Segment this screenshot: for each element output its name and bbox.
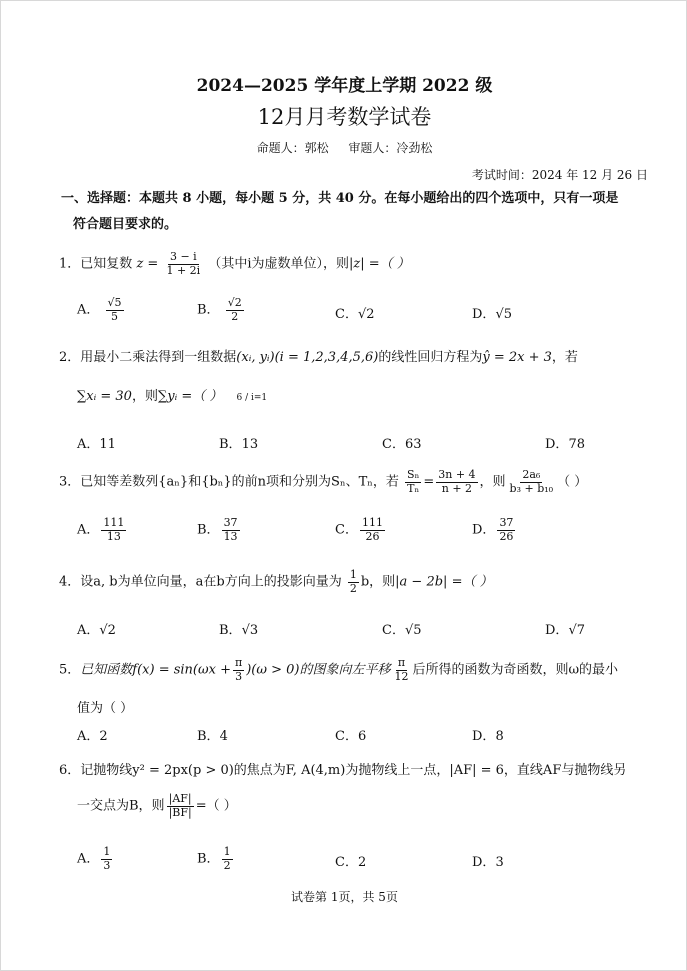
option-label: B． — [197, 729, 220, 744]
q-text: =（ ） — [195, 798, 237, 814]
frac-num: 3n + 4 — [438, 468, 476, 481]
option-value: 2 — [357, 855, 367, 870]
option-c — [335, 517, 387, 543]
option-d — [545, 619, 585, 638]
sum-top: 6 — [236, 393, 243, 403]
question-1 — [59, 251, 410, 277]
q-text: （其中i为虚数单位），则 — [208, 256, 349, 272]
frac-den: 2 — [223, 858, 231, 872]
option-value: √2 — [99, 623, 116, 638]
question-5-cont: 值为（ ） — [77, 701, 134, 716]
frac-den: 12 — [394, 669, 409, 683]
question-5 — [59, 657, 618, 683]
question-6 — [59, 759, 626, 778]
option-label: A． — [77, 302, 100, 318]
option-label: A． — [77, 522, 100, 538]
exam-authors — [1, 139, 687, 156]
exam-title-line2: 12月月考数学试卷 — [257, 105, 432, 129]
math: )(ω > 0)的图象向左平移 — [246, 662, 391, 678]
q-text: 的线性回归方程为 — [378, 350, 483, 365]
option-value: 6 — [357, 729, 367, 744]
option-label: D． — [472, 522, 496, 538]
section-heading: 一、选择题：本题共 8 小题，每小题 5 分，共 40 分。在每小题给出的四个选项中，只有一项是 — [61, 191, 619, 206]
frac-den: 2 — [231, 309, 239, 323]
math: = — [423, 474, 435, 490]
frac-num: 37 — [223, 516, 238, 529]
frac-den: 26 — [365, 529, 380, 543]
q-text: 后所得的函数为奇函数，则ω的最小 — [412, 662, 619, 678]
option-value: √3 — [241, 623, 259, 638]
frac-den: 1 + 2i — [166, 263, 201, 277]
fraction — [392, 657, 410, 683]
frac-den: n + 2 — [441, 481, 473, 495]
frac-den: 13 — [223, 529, 238, 543]
fraction — [222, 846, 233, 872]
option-label: A． — [77, 851, 100, 867]
fraction — [167, 793, 194, 819]
frac-num: 37 — [499, 516, 514, 529]
option-b — [219, 433, 258, 452]
frac-num: √5 — [107, 296, 122, 309]
option-a — [77, 297, 126, 323]
option-b — [197, 725, 228, 744]
math: ∑xᵢ = 30 — [77, 389, 132, 404]
fraction — [106, 297, 124, 323]
q-text: 用最小二乘法得到一组数据 — [80, 350, 237, 365]
q-text: b，则 — [360, 574, 396, 590]
option-label: C． — [335, 855, 358, 870]
option-value: 4 — [219, 729, 228, 744]
question-number: 3． — [59, 474, 81, 490]
option-label: D． — [545, 623, 569, 638]
exam-title-line1: 2024—2025 学年度上学期 2022 级 — [196, 76, 493, 96]
frac-num: 111 — [361, 516, 383, 529]
fraction — [436, 469, 477, 495]
option-a — [77, 517, 128, 543]
fraction — [508, 469, 556, 495]
question-3 — [59, 469, 587, 495]
option-value: √5 — [495, 307, 512, 322]
fraction — [101, 846, 112, 872]
option-d — [545, 433, 585, 452]
option-c — [335, 303, 375, 322]
frac-num: 111 — [103, 516, 125, 529]
option-label: B． — [219, 623, 242, 638]
option-value: √5 — [404, 623, 422, 638]
frac-den: 5 — [111, 309, 119, 323]
exam-time: 考试时间：2024 年 12 月 26 日 — [471, 168, 648, 182]
question-4 — [59, 569, 493, 595]
question-number: 1． — [59, 256, 81, 272]
fraction — [164, 251, 202, 277]
question-number: 5． — [59, 662, 81, 678]
option-b — [197, 846, 235, 872]
fraction — [360, 517, 385, 543]
setter: 命题人：郭松 — [256, 141, 329, 155]
q-text: 记抛物线y² = 2px(p > 0)的焦点为F, A(4,m)为抛物线上一点，|AF| = 6，直线AF与抛物线另 — [80, 763, 627, 778]
option-label: D． — [545, 437, 569, 452]
option-value: √2 — [357, 307, 375, 322]
option-d — [472, 517, 517, 543]
option-value: 13 — [241, 437, 259, 452]
option-label: C． — [382, 623, 405, 638]
fraction — [226, 297, 244, 323]
frac-den: 3 — [103, 858, 111, 872]
question-2-cont — [77, 385, 267, 404]
option-a — [77, 725, 108, 744]
option-value: 11 — [99, 437, 116, 452]
fraction — [497, 517, 515, 543]
frac-num: π — [397, 656, 406, 669]
option-d — [472, 303, 512, 322]
option-c — [335, 725, 366, 744]
frac-den: b₃ + b₁₀ — [509, 481, 554, 495]
option-label: D． — [472, 307, 496, 322]
option-c — [382, 619, 422, 638]
fraction — [101, 517, 126, 543]
q-text: ，则 — [131, 389, 158, 404]
fraction — [348, 569, 359, 595]
option-a — [77, 433, 116, 452]
option-a — [77, 619, 116, 638]
option-label: C． — [382, 437, 405, 452]
frac-num: |AF| — [168, 792, 192, 805]
option-a — [77, 846, 114, 872]
option-label: B． — [219, 437, 242, 452]
option-label: B． — [197, 851, 220, 867]
math: (xᵢ, yᵢ)(i = 1,2,3,4,5,6) — [236, 350, 379, 365]
frac-den: Tₙ — [407, 481, 420, 495]
option-label: C． — [335, 729, 358, 744]
reviewer: 审题人：冷劲松 — [348, 141, 433, 155]
math: |a − 2b| =（ ） — [395, 574, 493, 590]
question-number: 2． — [59, 350, 81, 365]
math: |z| =（ ） — [349, 256, 410, 272]
frac-den: 3 — [235, 669, 243, 683]
option-label: D． — [472, 855, 496, 870]
q-text: 已知等差数列{aₙ}和{bₙ}的前n项和分别为Sₙ、Tₙ，若 — [80, 474, 399, 490]
fraction — [233, 657, 244, 683]
option-label: B． — [197, 302, 220, 318]
math: ∑yᵢ =（ ） — [157, 389, 223, 404]
q-text: ，则 — [479, 474, 506, 490]
q-text: ，若 — [551, 350, 578, 365]
frac-num: 2a₆ — [522, 468, 541, 481]
math: 已知函数f(x) = sin(ωx + — [80, 662, 231, 678]
option-value: 3 — [495, 855, 504, 870]
frac-den: 13 — [106, 529, 121, 543]
q-text: 设a, b为单位向量，a在b方向上的投影向量为 — [80, 574, 342, 590]
question-number: 4． — [59, 574, 81, 590]
frac-num: π — [234, 656, 243, 669]
option-label: C． — [335, 522, 358, 538]
option-d — [472, 851, 504, 870]
option-d — [472, 725, 504, 744]
frac-den: 26 — [499, 529, 514, 543]
math: z = — [136, 256, 159, 272]
option-b — [197, 517, 242, 543]
q-text: 一交点为B，则 — [77, 798, 165, 814]
option-label: A． — [77, 729, 100, 744]
section-heading-cont: 符合题目要求的。 — [73, 217, 178, 232]
option-label: C． — [335, 307, 358, 322]
option-b — [219, 619, 258, 638]
math: ŷ = 2x + 3 — [482, 350, 552, 365]
frac-num: Sₙ — [407, 468, 420, 481]
option-value: 2 — [99, 729, 108, 744]
q-text: （ ） — [557, 474, 588, 490]
option-label: D． — [472, 729, 496, 744]
option-c — [382, 433, 422, 452]
sum-bottom: i=1 — [251, 393, 268, 403]
option-value: 8 — [495, 729, 504, 744]
frac-den: |BF| — [168, 805, 192, 819]
q-text: 已知复数 — [80, 256, 133, 272]
frac-num: 1 — [349, 568, 357, 581]
question-number: 6． — [59, 763, 81, 778]
frac-num: 3 − i — [169, 250, 197, 263]
fraction — [405, 469, 421, 495]
option-label: A． — [77, 437, 100, 452]
option-b — [197, 297, 246, 323]
page-footer: 试卷第 1页，共 5页 — [291, 890, 398, 904]
fraction — [222, 517, 240, 543]
frac-num: 1 — [223, 845, 231, 858]
question-2 — [59, 346, 578, 365]
frac-num: √2 — [227, 296, 242, 309]
option-value: √7 — [568, 623, 585, 638]
option-c — [335, 851, 366, 870]
question-6-cont — [77, 793, 237, 819]
frac-num: 1 — [103, 845, 111, 858]
option-label: A． — [77, 623, 100, 638]
option-value: 78 — [568, 437, 585, 452]
option-label: B． — [197, 522, 220, 538]
option-value: 63 — [404, 437, 422, 452]
sum-limits: 6 / i=1 — [236, 393, 268, 403]
frac-den: 2 — [349, 581, 357, 595]
